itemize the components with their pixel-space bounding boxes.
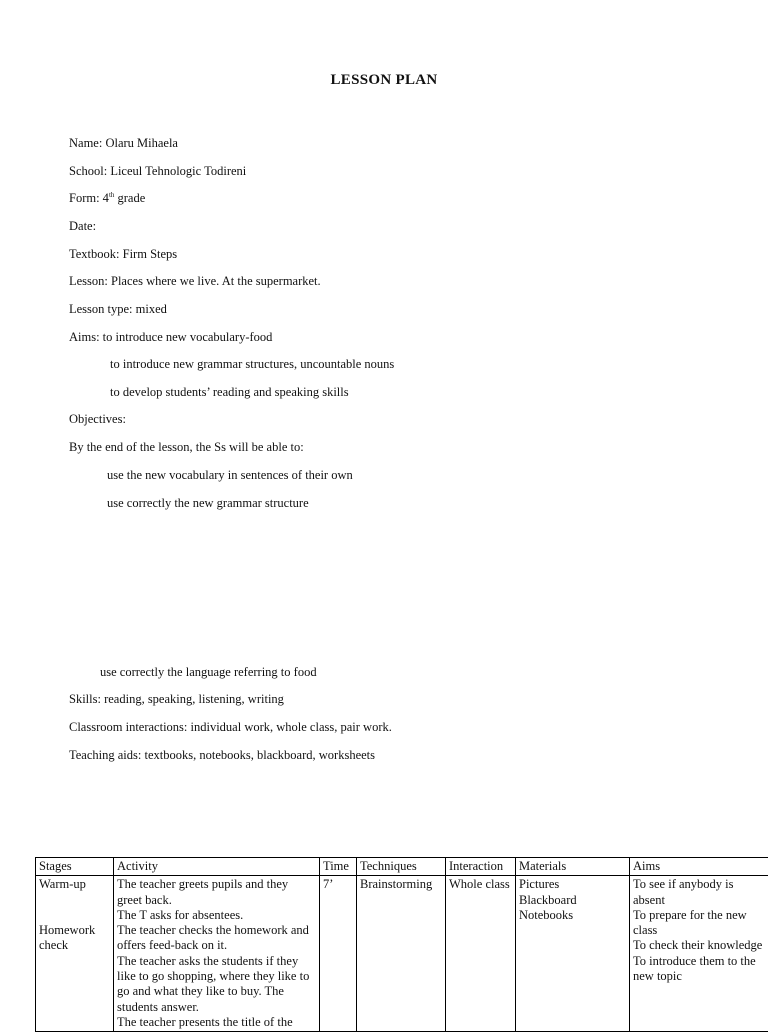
material-item: Pictures (519, 877, 626, 892)
aims-label: Aims: to introduce new vocabulary-food (69, 329, 272, 345)
lesson-title: Lesson: Places where we live. At the supermarket. (69, 273, 321, 289)
textbook: Textbook: Firm Steps (69, 246, 177, 262)
interaction-cell: Whole class (446, 876, 516, 1032)
aim-entry: To check their knowledge (633, 938, 768, 953)
materials-cell (516, 876, 630, 1032)
activity-cell (114, 876, 320, 1032)
activity-line: The teacher asks the students if they like to go shopping, where they like to go and what they like to buy. The students answer. (117, 954, 316, 1015)
objective-item: use the new vocabulary in sentences of their own (107, 467, 353, 483)
document-title: LESSON PLAN (0, 72, 768, 89)
teaching-aids: Teaching aids: textbooks, notebooks, blackboard, worksheets (69, 747, 375, 763)
form-superscript: th (109, 191, 114, 199)
activity-line: The teacher checks the homework and offers feed-back on it. (117, 923, 316, 954)
aim-item: to introduce new grammar structures, uncountable nouns (110, 356, 394, 372)
stage-cell (36, 876, 114, 1032)
aims-cell (630, 876, 768, 1032)
activity-line: The teacher presents the title of the (117, 1015, 316, 1030)
column-header-interaction: Interaction (446, 858, 516, 876)
objective-item: use correctly the language referring to food (100, 664, 317, 680)
column-header-aims: Aims (630, 858, 768, 876)
material-item: Notebooks (519, 908, 626, 923)
form-grade (69, 190, 145, 206)
objectives-label: Objectives: (69, 411, 126, 427)
teacher-name: Name: Olaru Mihaela (69, 135, 178, 151)
aim-entry: To introduce them to the new topic (633, 954, 768, 985)
column-header-materials: Materials (516, 858, 630, 876)
column-header-time: Time (320, 858, 357, 876)
material-item: Blackboard (519, 893, 626, 908)
aim-entry: To see if anybody is absent (633, 877, 768, 908)
activity-line: The teacher greets pupils and they greet back. (117, 877, 316, 908)
skills: Skills: reading, speaking, listening, writing (69, 691, 284, 707)
school-name: School: Liceul Tehnologic Todireni (69, 163, 246, 179)
stage-homework-check: Homework check (39, 923, 110, 954)
date-label: Date: (69, 218, 96, 234)
column-header-stages: Stages (36, 858, 114, 876)
time-cell: 7’ (320, 876, 357, 1032)
column-header-techniques: Techniques (357, 858, 446, 876)
technique-cell: Brainstorming (357, 876, 446, 1032)
classroom-interactions: Classroom interactions: individual work, whole class, pair work. (69, 719, 392, 735)
table-header-row (36, 858, 768, 876)
lesson-type: Lesson type: mixed (69, 301, 167, 317)
objective-item: use correctly the new grammar structure (107, 495, 309, 511)
lesson-plan-table (35, 857, 768, 1032)
stage-warm-up: Warm-up (39, 877, 86, 891)
form-suffix: grade (114, 191, 145, 205)
table-row (36, 876, 768, 1032)
aim-item: to develop students’ reading and speaking skills (110, 384, 349, 400)
aim-entry: To prepare for the new class (633, 908, 768, 939)
column-header-activity: Activity (114, 858, 320, 876)
objectives-intro: By the end of the lesson, the Ss will be able to: (69, 439, 304, 455)
activity-line: The T asks for absentees. (117, 908, 316, 923)
form-prefix: Form: 4 (69, 191, 109, 205)
